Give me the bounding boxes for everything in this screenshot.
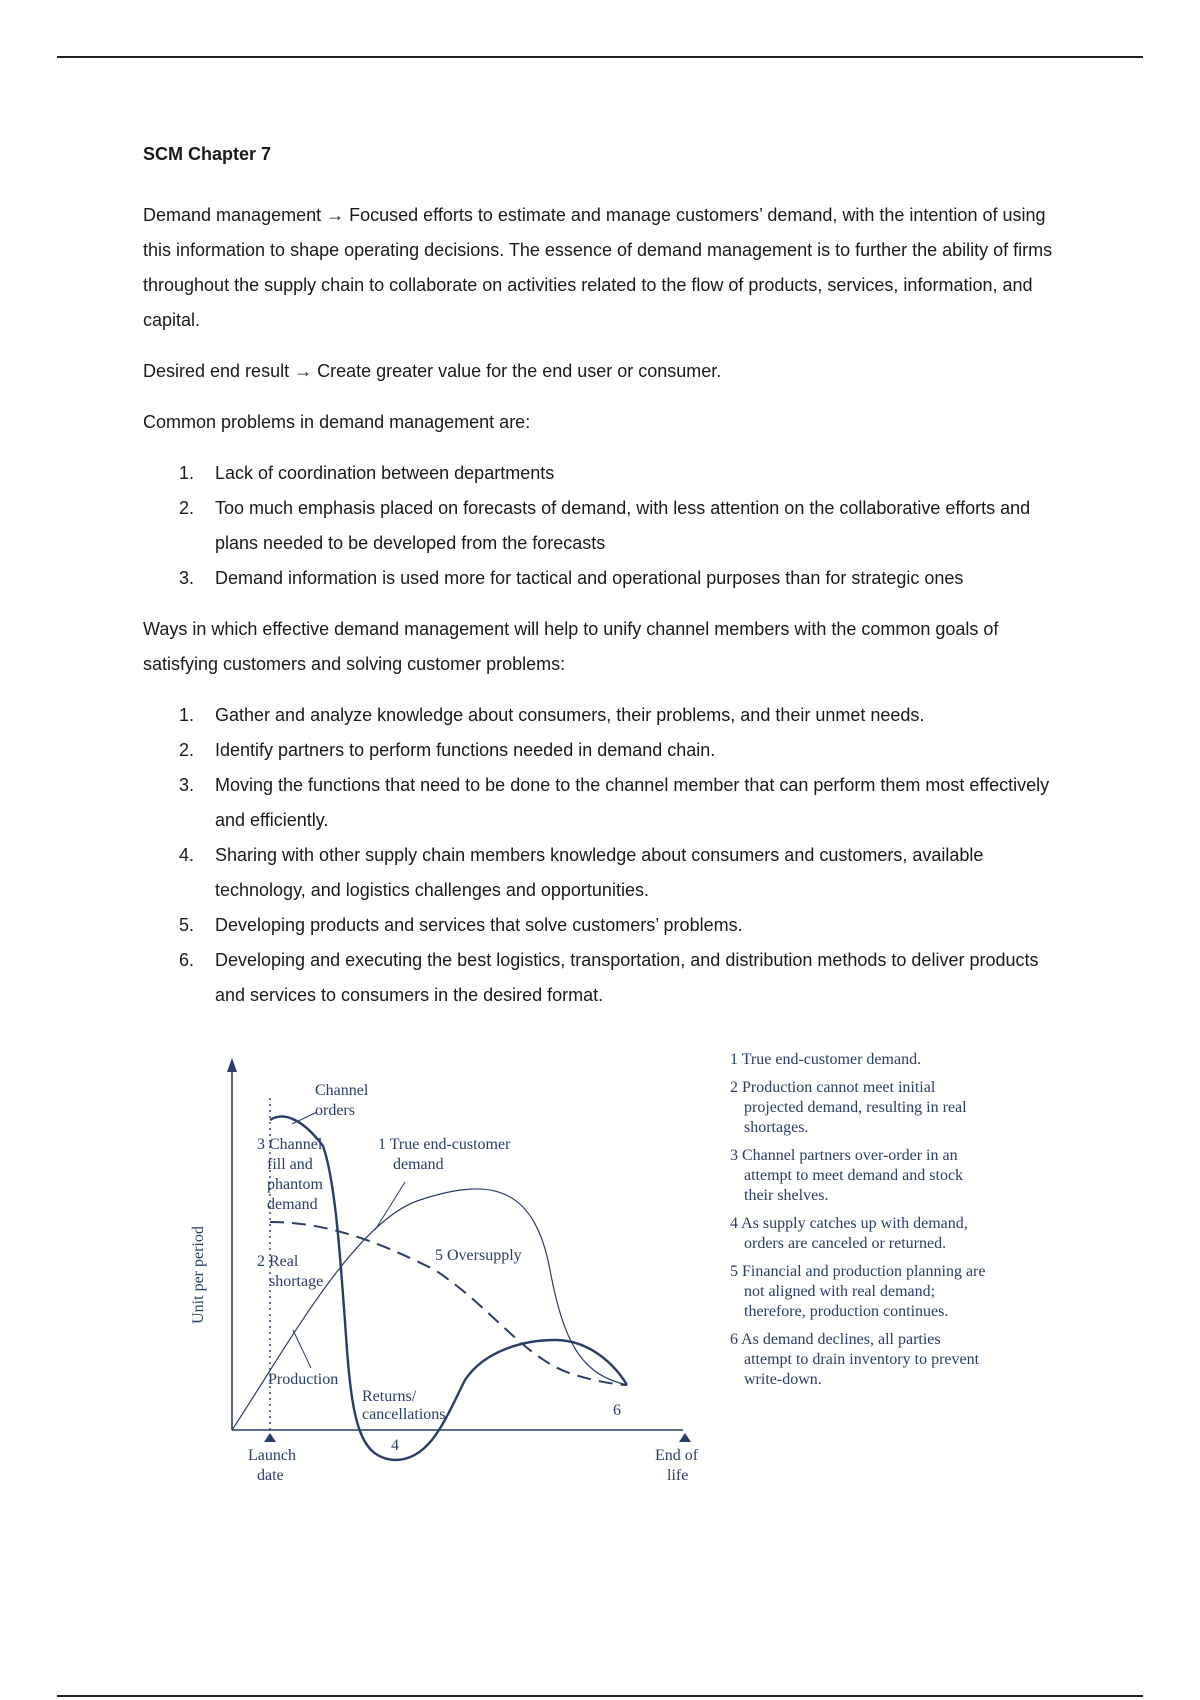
list-item: 3. Moving the functions that need to be done to the channel member that can perform them most effectively and efficiently.: [179, 775, 1050, 830]
ways-list: [143, 698, 1073, 1013]
list-item: 4. Sharing with other supply chain members knowledge about consumers and customers, available technology, and logistics challenges and opportunities.: [179, 845, 984, 900]
paragraph-common-problems: Common problems in demand management are:: [143, 412, 531, 432]
production-pointer: [293, 1330, 311, 1368]
list-item: 1. Gather and analyze knowledge about consumers, their problems, and their unmet needs.: [179, 705, 925, 725]
list-item: 3. Demand information is used more for tactical and operational purposes than for strategic ones: [179, 568, 964, 588]
marker-6: 6: [613, 1402, 621, 1419]
y-axis-label: Unit per period: [190, 1226, 207, 1324]
label-production: Production: [268, 1371, 339, 1388]
legend-item: 2 Production cannot meet initial projected demand, resulting in real shortages.: [730, 1079, 967, 1136]
top-rule: [57, 56, 1143, 58]
bottom-rule: [57, 1695, 1143, 1697]
label-end-of-life: End of: [655, 1447, 699, 1464]
figure-legend: [730, 1050, 990, 1398]
label-channel-fill: 3 Channel: [257, 1136, 323, 1153]
label-channel-orders: Channel: [315, 1082, 369, 1099]
marker-4: 4: [391, 1437, 399, 1454]
end-of-life-marker-icon: [679, 1433, 691, 1442]
demand-lifecycle-figure: [190, 1050, 986, 1500]
paragraph-desired-result: Desired end result → Create greater value for the end user or consumer.: [143, 361, 722, 381]
lifecycle-diagram: [190, 1050, 735, 1490]
paragraph-ways: Ways in which effective demand management will help to unify channel members with the common goals of satisfying customers and solving customer problems:: [143, 619, 999, 674]
true-demand-pointer: [375, 1182, 405, 1230]
label-returns: cancellations: [362, 1406, 446, 1423]
label-launch: date: [257, 1467, 284, 1484]
true-demand-curve: [232, 1189, 627, 1430]
label-channel-fill: fill and: [267, 1156, 313, 1173]
channel-orders-curve: [270, 1116, 627, 1460]
list-item: 1. Lack of coordination between departments: [179, 463, 555, 483]
legend-item: 6 As demand declines, all parties attempt to drain inventory to prevent write-down.: [730, 1331, 980, 1388]
page-title: SCM Chapter 7: [143, 144, 272, 164]
label-channel-orders: orders: [315, 1102, 355, 1119]
label-channel-fill: demand: [267, 1196, 318, 1213]
label-true-demand: 1 True end-customer: [378, 1136, 511, 1153]
list-item: 5. Developing products and services that solve customers’ problems.: [179, 915, 743, 935]
list-item: 2. Identify partners to perform functions needed in demand chain.: [179, 740, 716, 760]
label-channel-fill: phantom: [267, 1176, 323, 1193]
legend-item: 3 Channel partners over-order in an attempt to meet demand and stock their shelves.: [730, 1147, 964, 1204]
legend-item: 1 True end-customer demand.: [730, 1051, 922, 1068]
label-end-of-life: life: [667, 1467, 689, 1484]
list-item: 2. Too much emphasis placed on forecasts of demand, with less attention on the collaborative efforts and plans needed to be developed from the forecasts: [179, 498, 1031, 553]
list-item: 6. Developing and executing the best logistics, transportation, and distribution methods to deliver products and services to consumers in the desired format.: [179, 950, 1039, 1005]
channel-orders-pointer: [292, 1112, 317, 1124]
y-axis-arrow-icon: [227, 1058, 237, 1072]
label-real-shortage: shortage: [269, 1273, 324, 1290]
legend-item: 5 Financial and production planning are not aligned with real demand; therefore, production continues.: [730, 1263, 986, 1320]
problems-list: [143, 456, 1073, 596]
legend-item: 4 As supply catches up with demand, orders are canceled or returned.: [730, 1215, 968, 1252]
launch-marker-icon: [264, 1433, 276, 1442]
label-real-shortage: 2 Real: [257, 1253, 299, 1270]
label-true-demand: demand: [393, 1156, 444, 1173]
document-body: [143, 140, 1073, 1029]
label-oversupply: 5 Oversupply: [435, 1247, 522, 1264]
paragraph-demand-management: Demand management → Focused efforts to estimate and manage customers’ demand, with the intention of using this information to shape operating decisions. The essence of demand management is to further the ability of firms throughout the supply chain to collaborate on activities related to the flow of products, services, information, and capital.: [143, 205, 1053, 330]
label-returns: Returns/: [362, 1388, 417, 1405]
label-launch: Launch: [248, 1447, 296, 1464]
